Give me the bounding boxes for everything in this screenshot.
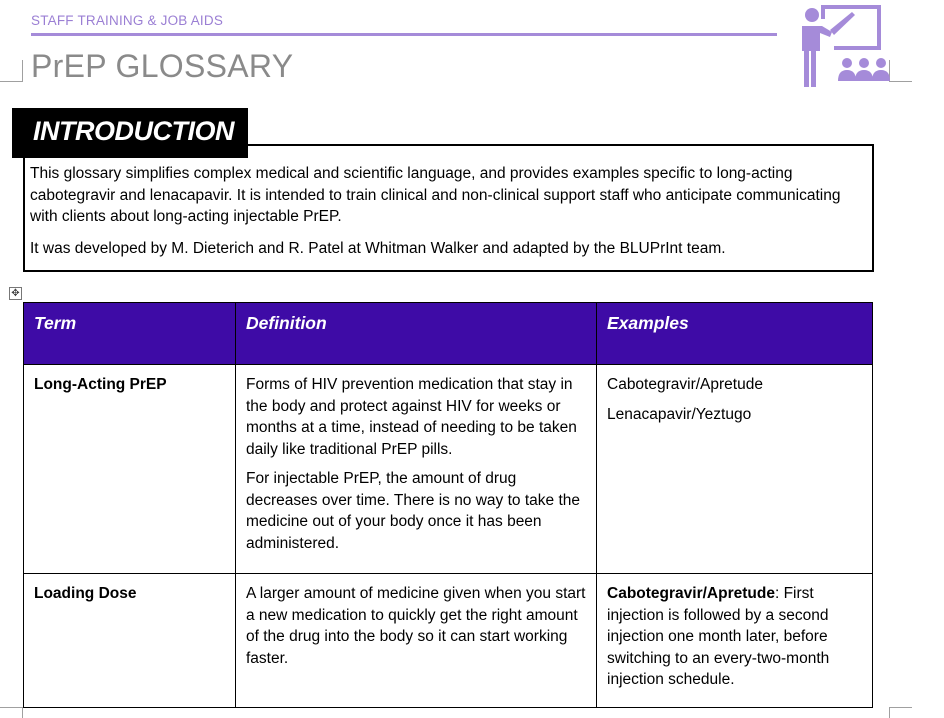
page-title: PrEP GLOSSARY	[31, 48, 294, 84]
crop-mark-bottom-left	[0, 707, 23, 708]
table-row	[24, 574, 873, 708]
column-header-examples: Examples	[597, 303, 873, 365]
teacher-presentation-icon	[794, 2, 894, 90]
definition-cell	[236, 574, 597, 708]
definition-paragraph: Forms of HIV prevention medication that stay in the body and protect against HIV for weeks or months at a time, instead of needing to be taken daily like traditional PrEP pills.	[246, 376, 577, 458]
definition-paragraph: A larger amount of medicine given when you start a new medication to quickly get the right amount of the drug into the body so it can start working faster.	[246, 585, 586, 667]
intro-paragraph-1: This glossary simplifies complex medical and scientific language, and provides examples specific to long-acting cabotegravir and lenacapavir. It is intended to train clinical and non-clinical support staff who anticipate communicating with clients about long-acting injectable PrEP.	[30, 165, 841, 225]
crop-mark-bottom-right-v	[889, 707, 890, 718]
column-header-term: Term	[24, 303, 236, 365]
examples-cell	[597, 574, 873, 708]
example-item: Lenacapavir/Yeztugo	[607, 405, 752, 423]
example-item: Cabotegravir/Apretude	[607, 376, 763, 393]
term-cell: Long-Acting PrEP	[24, 365, 236, 574]
crop-mark-left	[0, 81, 23, 82]
crop-mark-bottom-left-v	[22, 707, 23, 718]
term-cell: Loading Dose	[24, 574, 236, 708]
intro-paragraph-2: It was developed by M. Dieterich and R. Patel at Whitman Walker and adapted by the BLUPrInt team.	[30, 240, 726, 257]
definition-cell	[236, 365, 597, 574]
example-item	[607, 583, 862, 691]
example-drug-name: Cabotegravir/Apretude	[607, 585, 775, 602]
example-description: : First injection is followed by a second injection one month later, before switching to an every-two-month injection schedule.	[607, 585, 830, 688]
header-rule	[31, 33, 777, 36]
header-eyebrow: STAFF TRAINING & JOB AIDS	[31, 13, 224, 28]
crop-mark-left-v	[22, 60, 23, 82]
table-move-handle-icon[interactable]: ✥	[9, 287, 22, 300]
introduction-heading: INTRODUCTION	[33, 116, 234, 146]
glossary-table	[23, 302, 873, 708]
table-row	[24, 365, 873, 574]
table-header-row	[24, 303, 873, 365]
column-header-definition: Definition	[236, 303, 597, 365]
examples-cell	[597, 365, 873, 574]
definition-paragraph: For injectable PrEP, the amount of drug decreases over time. There is no way to take the medicine out of your body once it has been administered.	[246, 470, 580, 552]
crop-mark-bottom-right	[890, 707, 912, 708]
